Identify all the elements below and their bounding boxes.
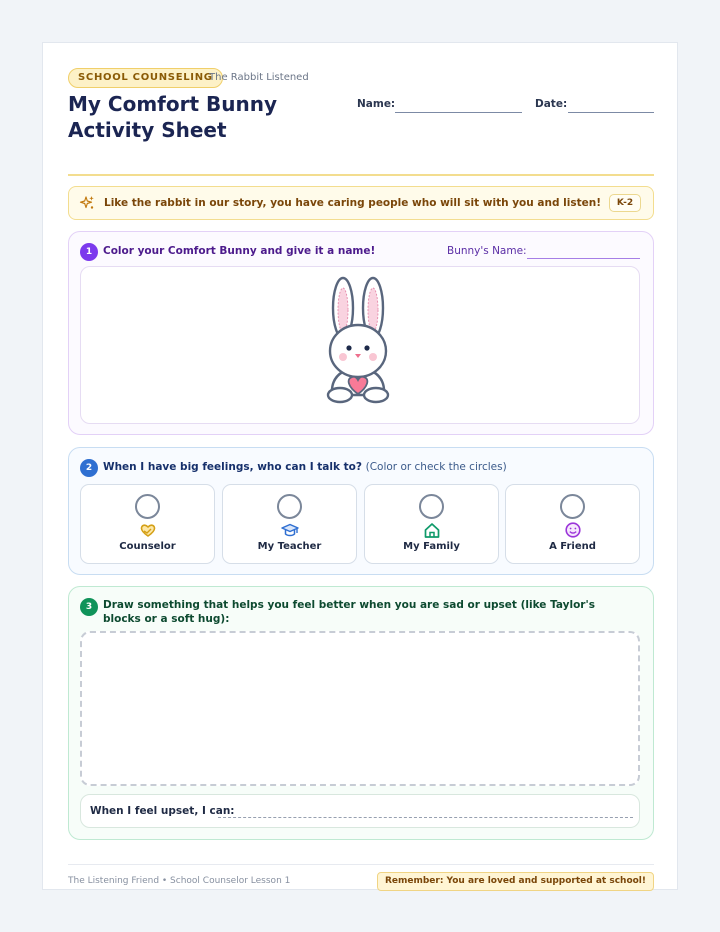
bunny-illustration[interactable] — [320, 275, 402, 405]
bunny-name-field[interactable] — [527, 258, 640, 259]
upset-label: When I feel upset, I can: — [90, 805, 235, 817]
name-label: Name: — [357, 98, 396, 110]
category-tag: SCHOOL COUNSELING — [68, 68, 223, 88]
banner-text: Like the rabbit in our story, you have caring people who will sit with you and listen! — [104, 197, 601, 209]
date-field[interactable] — [568, 112, 654, 113]
section-title: Color your Comfort Bunny and give it a name! — [103, 245, 376, 257]
grade-badge: K-2 — [609, 194, 641, 212]
section-number: 3 — [80, 598, 98, 616]
section-number: 2 — [80, 459, 98, 477]
bunny-coloring-area[interactable] — [80, 266, 640, 424]
date-label: Date: — [535, 98, 568, 110]
page-title: My Comfort Bunny Activity Sheet — [68, 92, 277, 142]
choice-label: A Friend — [549, 541, 596, 552]
choice-label: My Family — [403, 541, 460, 552]
check-circle[interactable] — [277, 494, 302, 519]
story-subtitle: The Rabbit Listened — [209, 72, 309, 83]
choice-label: My Teacher — [257, 541, 322, 552]
section-color-bunny — [68, 231, 654, 435]
check-circle[interactable] — [560, 494, 585, 519]
sparkle-icon — [79, 195, 95, 211]
section-title — [103, 461, 507, 473]
lesson-credit: The Listening Friend • School Counselor Lesson 1 — [68, 876, 291, 886]
reminder-badge: Remember: You are loved and supported at school! — [377, 872, 654, 891]
heart-hands-icon — [139, 522, 157, 538]
sheet-footer — [68, 864, 654, 894]
bunny-name-label: Bunny's Name: — [447, 245, 527, 257]
sheet-header — [68, 68, 654, 176]
story-banner — [68, 186, 654, 220]
section-hint: (Color or check the circles) — [365, 461, 507, 473]
section-draw-comfort — [68, 586, 654, 840]
check-circle[interactable] — [419, 494, 444, 519]
choice-counselor[interactable] — [80, 484, 215, 564]
choice-label: Counselor — [119, 541, 176, 552]
section-who-to-talk-to — [68, 447, 654, 575]
choice-family[interactable] — [364, 484, 499, 564]
choice-grid — [80, 484, 640, 564]
upset-response-field[interactable] — [218, 817, 633, 818]
section-title-text: When I have big feelings, who can I talk to? — [103, 461, 362, 473]
choice-friend[interactable] — [505, 484, 640, 564]
choice-teacher[interactable] — [222, 484, 357, 564]
drawing-area[interactable] — [80, 631, 640, 786]
check-circle[interactable] — [135, 494, 160, 519]
upset-response-row — [80, 794, 640, 828]
sheet-content — [68, 68, 654, 886]
activity-sheet — [42, 42, 678, 890]
section-number: 1 — [80, 243, 98, 261]
name-field[interactable] — [395, 112, 522, 113]
graduation-cap-icon — [281, 522, 299, 538]
home-icon — [423, 522, 441, 538]
section-title: Draw something that helps you feel better when you are sad or upset (like Taylor's blocks or a soft hug): — [103, 599, 595, 625]
smiley-icon — [564, 522, 582, 538]
